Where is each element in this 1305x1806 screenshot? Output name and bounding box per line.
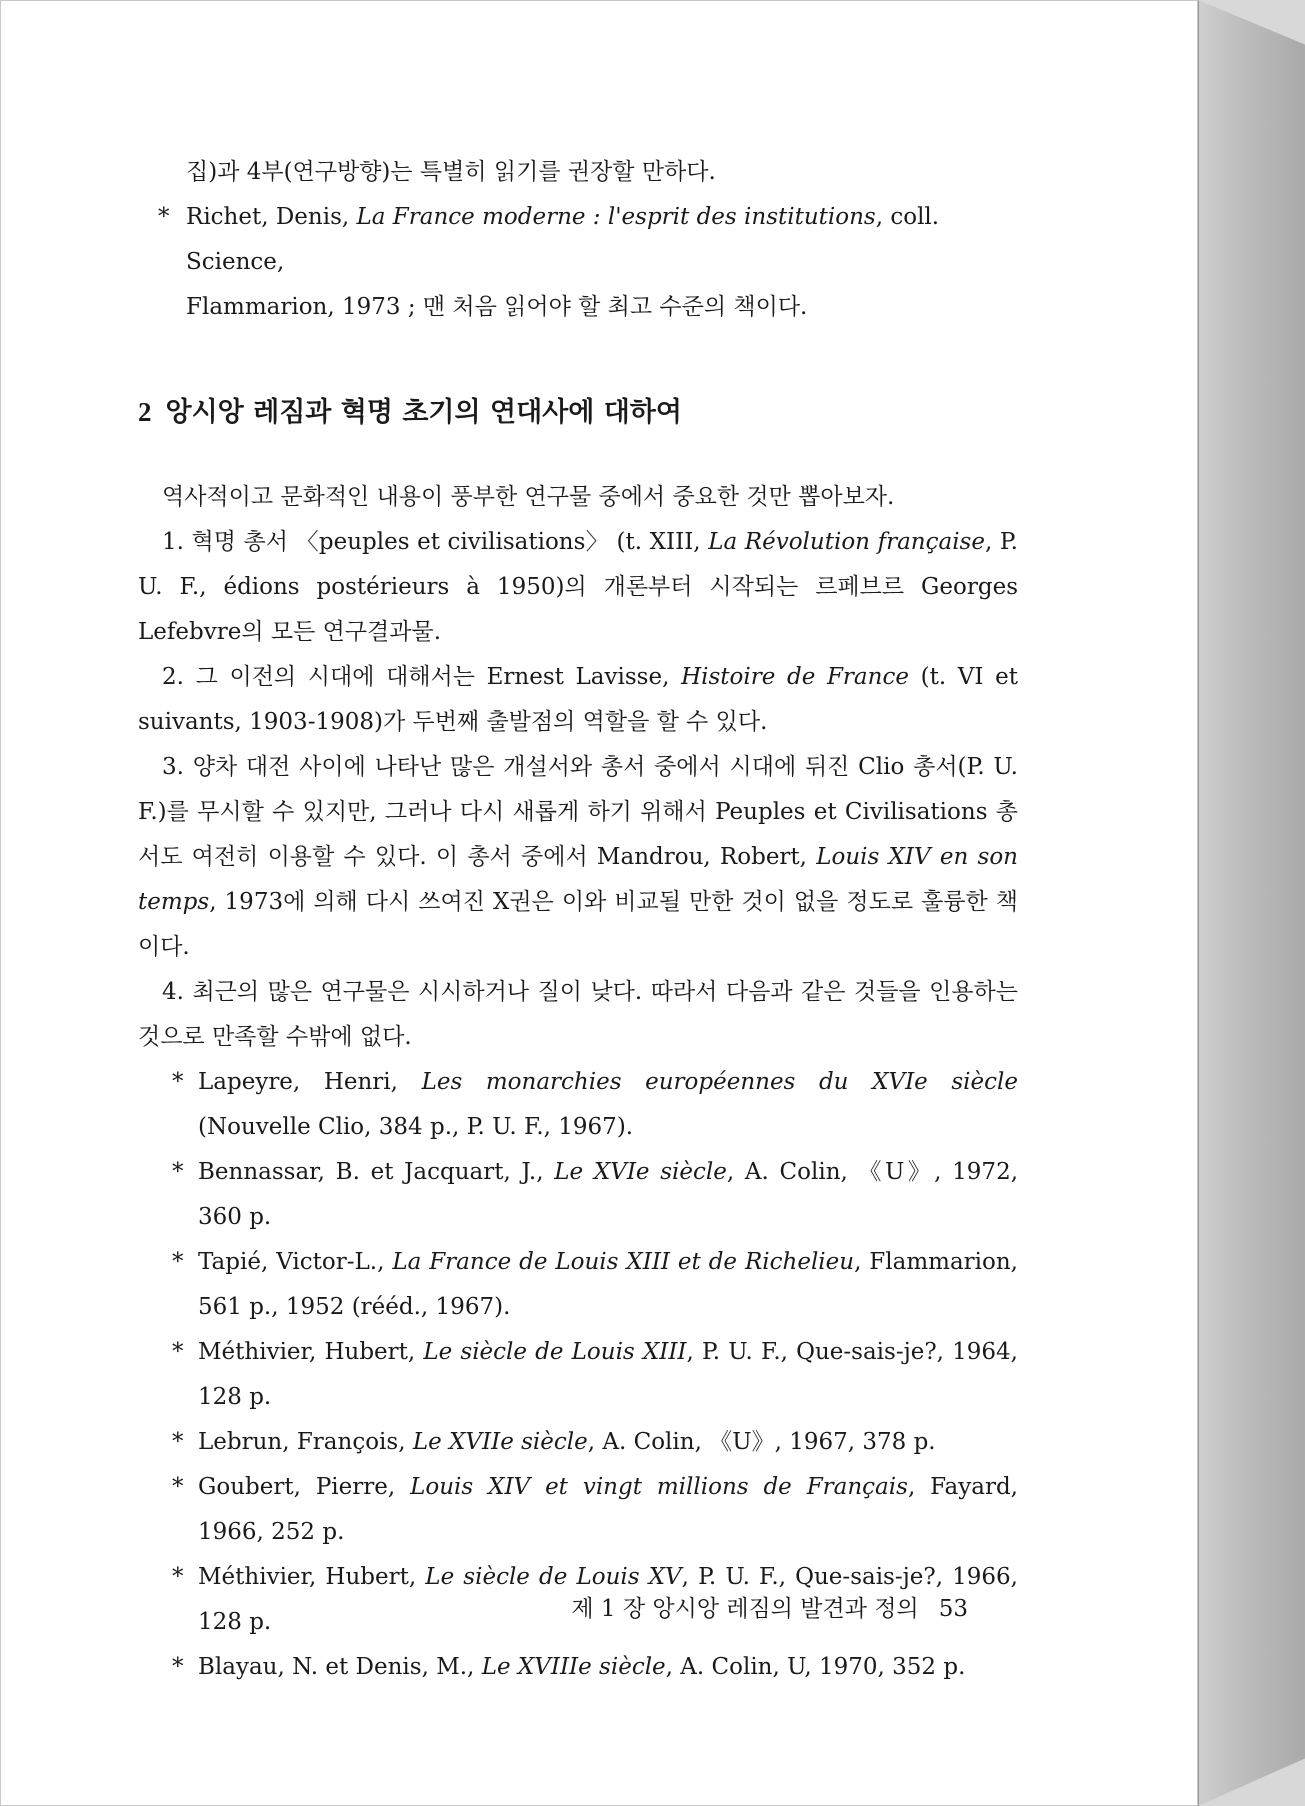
bib-rest: , A. Colin, U, 1970, 352 p. [665, 1654, 966, 1680]
item-3-title: Louis XIV en son temps [138, 844, 1018, 915]
item-3-rest: , 1973에 의해 다시 쓰여진 X권은 이와 비교될 만한 것이 없을 정도로 훌륭한 책이다. [138, 889, 1018, 960]
asterisk-bullet: * [172, 1249, 184, 1275]
bib-author: Méthivier, Hubert, [198, 1339, 424, 1365]
lead-paragraph [138, 475, 1018, 520]
bib-author: Blayau, N. et Denis, M., [198, 1654, 482, 1680]
richet-reference [138, 195, 1018, 330]
bib-entry [138, 1240, 1018, 1330]
bib-rest: , Fayard, 1966, 252 p. [198, 1474, 1018, 1545]
item-1-text: 1. 혁명 총서 〈peuples et civilisations〉 (t. XIII, [162, 529, 709, 555]
bib-entry [138, 1330, 1018, 1420]
lead-text: 역사적이고 문화적인 내용이 풍부한 연구물 중에서 중요한 것만 뽑아보자. [162, 484, 895, 510]
bib-title: La France de Louis XIII et de Richelieu [392, 1249, 855, 1275]
item-2-text: 2. 그 이전의 시대에 대해서는 Ernest Lavisse, [162, 664, 682, 690]
bib-entry [138, 1150, 1018, 1240]
ref-author: Richet, Denis, [186, 204, 357, 230]
bib-title: Le XVIIe siècle [412, 1429, 588, 1455]
bib-author: Lapeyre, Henri, [198, 1069, 422, 1095]
bib-entry [138, 1060, 1018, 1150]
asterisk-bullet: * [172, 1429, 184, 1455]
book-page-edge [1198, 0, 1305, 1806]
section-number: 2 [138, 397, 152, 427]
asterisk-bullet: * [172, 1069, 184, 1095]
bib-rest: , P. U. F., Que-sais-je?, 1966, 128 p. [198, 1564, 1018, 1635]
bib-entry [138, 1465, 1018, 1555]
intro-line: 집)과 4부(연구방향)는 특별히 읽기를 권장할 만하다. [186, 159, 716, 185]
page-number: 53 [938, 1596, 968, 1622]
item-2-title: Histoire de France [681, 664, 909, 690]
asterisk-bullet: * [172, 1564, 184, 1590]
bib-entry [138, 1645, 1018, 1690]
bib-title: Louis XIV et vingt millions de Français [410, 1474, 908, 1500]
bib-author: Lebrun, François, [198, 1429, 413, 1455]
bib-author: Tapié, Victor-L., [198, 1249, 393, 1275]
bib-rest: , Flammarion, 561 p., 1952 (rééd., 1967). [198, 1249, 1018, 1320]
bib-title: Le XVIe siècle [554, 1159, 727, 1185]
item-3 [138, 745, 1018, 970]
bib-title: Le siècle de Louis XV [425, 1564, 682, 1590]
ref-rest: , coll. Science, [186, 204, 940, 275]
ref-title: La France moderne : l'esprit des institutions [356, 204, 876, 230]
item-2-rest: (t. VI et suivants, 1903-1908)가 두번째 출발점의 역할을 할 수 있다. [138, 664, 1018, 735]
bib-title: Les monarchies européennes du XVIe siècle [421, 1069, 1018, 1095]
item-1-rest: , P. U. F., édions postérieurs à 1950)의 개론부터 시작되는 르페브르 Georges Lefebvre의 모든 연구결과물. [138, 529, 1018, 645]
bib-entry [138, 1420, 1018, 1465]
running-chapter-title: 제 1 장 앙시앙 레짐의 발견과 정의 [571, 1596, 919, 1622]
bib-rest: , A. Colin, 《U》, 1967, 378 p. [587, 1429, 936, 1455]
bib-author: Goubert, Pierre, [198, 1474, 411, 1500]
bib-rest: , P. U. F., Que-sais-je?, 1964, 128 p. [198, 1339, 1018, 1410]
asterisk-bullet: * [172, 1159, 184, 1185]
item-3-text: 3. 양차 대전 사이에 나타난 많은 개설서와 총서 중에서 시대에 뒤진 Clio 총서(P. U. F.)를 무시할 수 있지만, 그러나 다시 새롭게 하기 위해서 Peuples et Civilisations 총서도 여전히 이용할 수 있다. 이 총서 중에서 Mandrou, Robert, [138, 754, 1018, 870]
ref-comment: Flammarion, 1973 ; 맨 처음 읽어야 할 최고 수준의 책이다. [186, 294, 808, 320]
bib-rest: , A. Colin, 《U》, 1972, 360 p. [198, 1159, 1019, 1230]
bib-title: Le siècle de Louis XIII [423, 1339, 687, 1365]
page-body [138, 150, 1018, 1690]
item-2 [138, 655, 1018, 745]
asterisk-bullet: * [172, 1654, 184, 1680]
section-heading [138, 392, 1018, 433]
item-1-title: La Révolution française [708, 529, 985, 555]
item-4 [138, 970, 1018, 1060]
bib-author: Bennassar, B. et Jacquart, J., [198, 1159, 555, 1185]
asterisk-bullet: * [158, 204, 170, 230]
section-title: 앙시앙 레짐과 혁명 초기의 연대사에 대하여 [165, 397, 682, 428]
bib-title: Le XVIIIe siècle [481, 1654, 666, 1680]
asterisk-bullet: * [172, 1474, 184, 1500]
bib-author: Méthivier, Hubert, [198, 1564, 426, 1590]
item-4-text: 4. 최근의 많은 연구물은 시시하거나 질이 낮다. 따라서 다음과 같은 것들을 인용하는 것으로 만족할 수밖에 없다. [138, 979, 1018, 1050]
item-1 [138, 520, 1018, 655]
asterisk-bullet: * [172, 1339, 184, 1365]
page-footer [571, 1590, 968, 1623]
bib-rest: (Nouvelle Clio, 384 p., P. U. F., 1967). [198, 1114, 634, 1140]
